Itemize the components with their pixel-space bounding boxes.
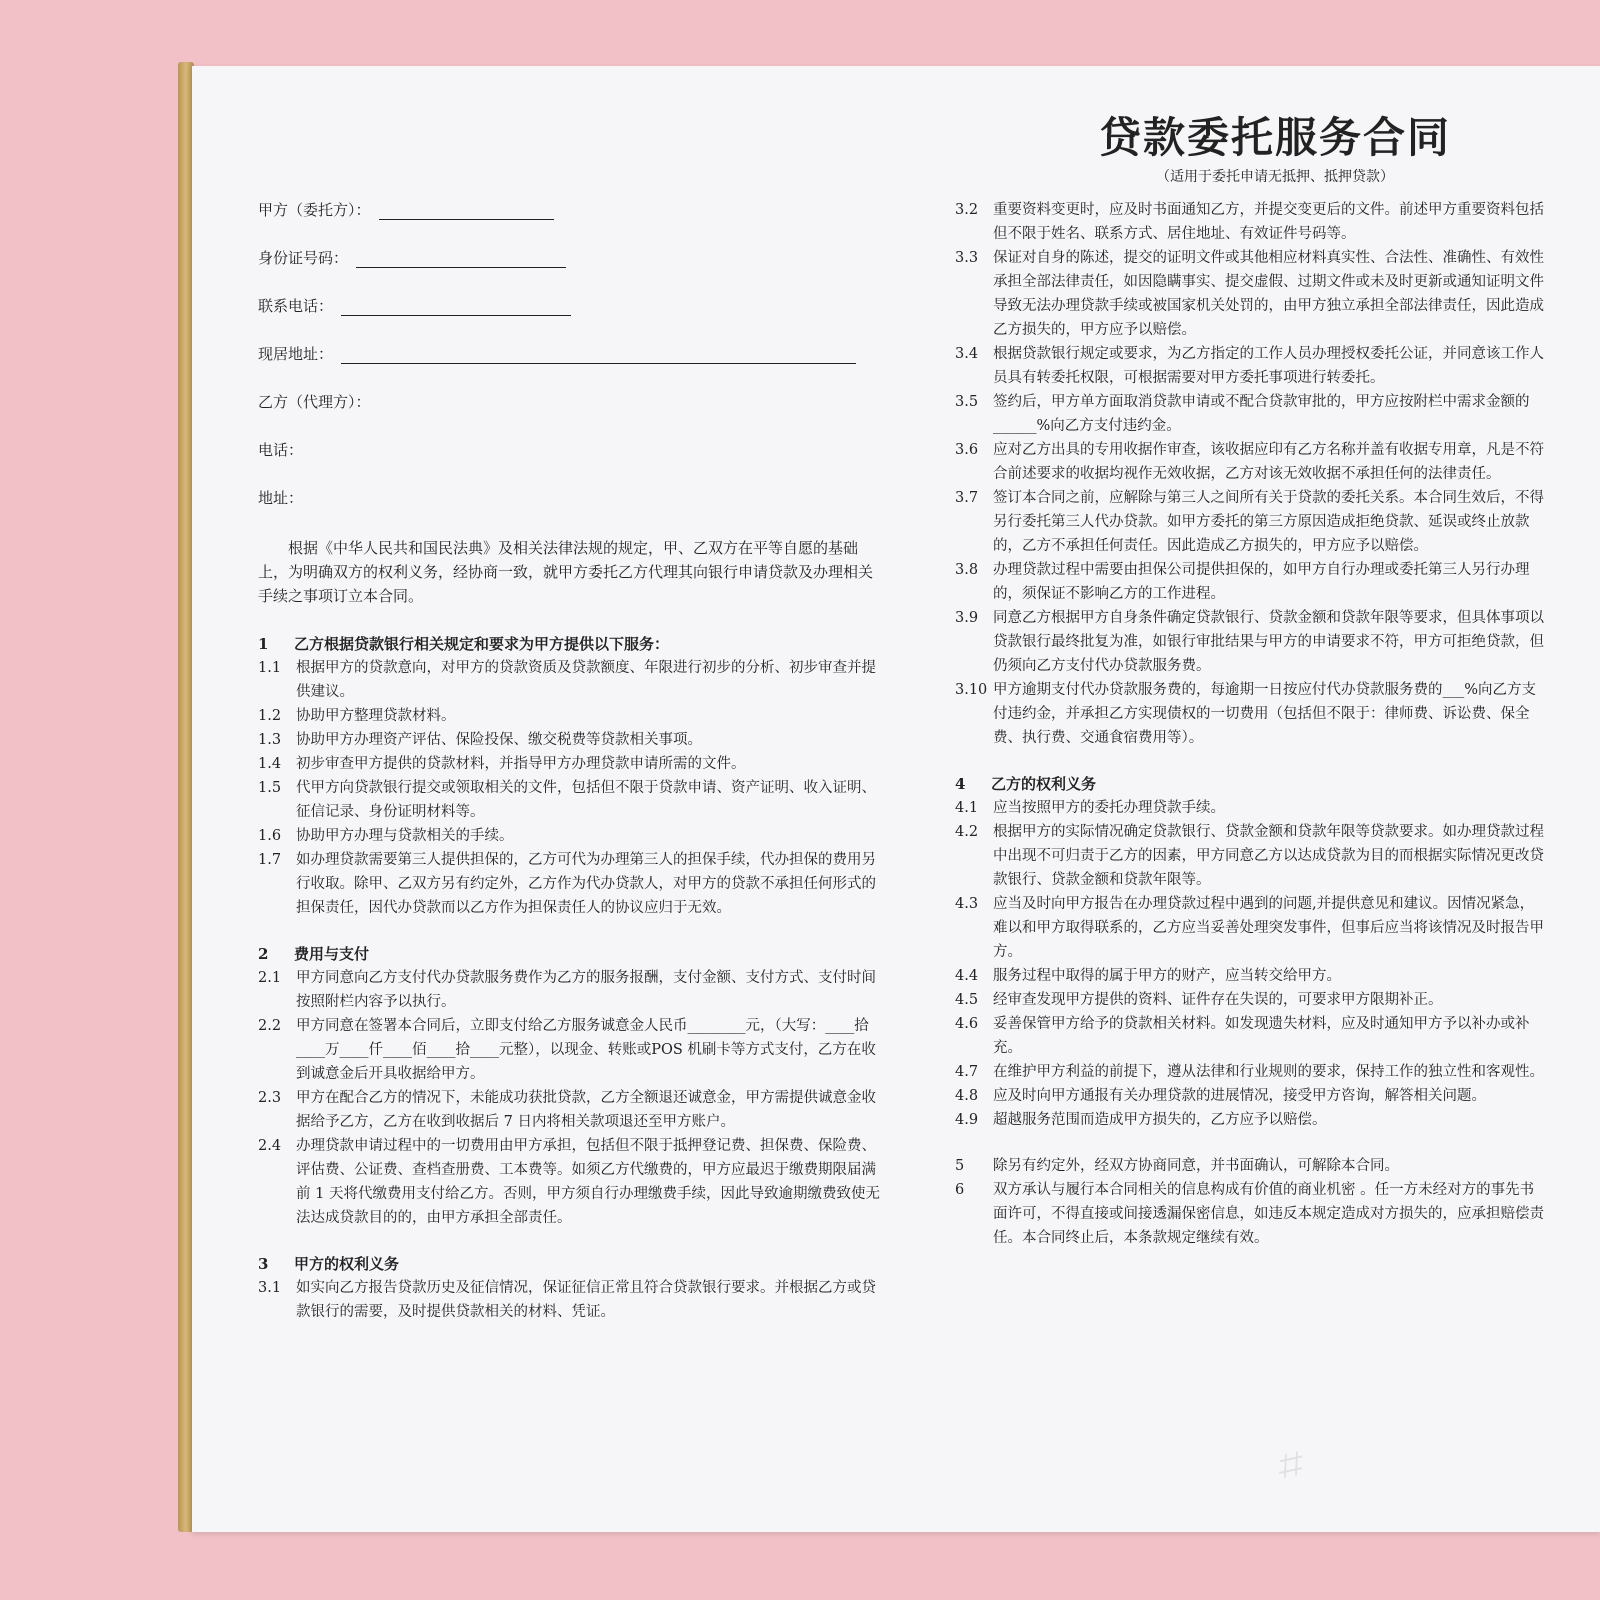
clause-number: 4.3 (955, 896, 979, 912)
address-field[interactable] (258, 344, 883, 364)
clause-number: 1.2 (258, 708, 282, 724)
section-number: 2 (258, 945, 269, 963)
clause-item (955, 198, 1545, 246)
clause-text: 甲方在配合乙方的情况下，未能成功获批贷款，乙方全额退还诚意金，甲方需提供诚意金收据给予乙方，乙方在收到收据后 7 日内将相关款项退还至甲方账户。 (296, 1090, 876, 1130)
clause-text: 应及时向甲方通报有关办理贷款的进展情况，接受甲方咨询，解答相关问题。 (993, 1088, 1486, 1104)
clause-item (258, 824, 883, 848)
clause-text: 妥善保管甲方给予的贷款相关材料。如发现遗失材料，应及时通知甲方予以补办或补充。 (993, 1016, 1530, 1056)
clause-number: 5 (955, 1158, 965, 1174)
clause-item (955, 246, 1545, 342)
clause-number: 2.2 (258, 1018, 282, 1034)
clause-text: 协助甲方办理资产评估、保险投保、缴交税费等贷款相关事项。 (296, 732, 702, 748)
clause-item (258, 704, 883, 728)
clause-number: 3.9 (955, 610, 979, 626)
clause-text: 签订本合同之前，应解除与第三人之间所有关于贷款的委托关系。本合同生效后，不得另行委托第三人代办贷款。如甲方委托的第三方原因造成拒绝贷款、延误或终止放款的，乙方不承担任何责任。因此造成乙方损失的，甲方应予以赔偿。 (993, 490, 1544, 554)
clause-number: 2.4 (258, 1138, 282, 1154)
clause-item (258, 1134, 883, 1230)
section-title: 乙方根据贷款银行相关规定和要求为甲方提供以下服务： (294, 635, 670, 653)
watermark-logo: ⌗ (1269, 1437, 1305, 1494)
clause-item (258, 966, 883, 1014)
document-subtitle: （适用于委托申请无抵押、抵押贷款） (1156, 169, 1394, 185)
clause-item (955, 1178, 1545, 1250)
clause-text: 同意乙方根据甲方自身条件确定贷款银行、贷款金额和贷款年限等要求，但具体事项以贷款银行最终批复为准，如银行审批结果与甲方的申请要求不符，甲方可拒绝贷款，但仍须向乙方支付代办贷款服务费。 (993, 610, 1544, 674)
left-column (258, 200, 883, 1346)
clause-text: 甲方同意向乙方支付代办贷款服务费作为乙方的服务报酬，支付金额、支付方式、支付时间按照附栏内容予以执行。 (296, 970, 876, 1010)
clause-item (955, 678, 1545, 750)
contract-section (955, 1154, 1545, 1250)
clause-item (955, 606, 1545, 678)
clause-text: 办理贷款申请过程中的一切费用由甲方承担，包括但不限于抵押登记费、担保费、保险费、评估费、公证费、查档查册费、工本费等。如须乙方代缴费的，甲方应最迟于缴费期限届满前 1 天将代缴费用支付给乙方。否则，甲方须自行办理缴费手续，因此导致逾期缴费致使无法达成贷款目的的，由甲方承担全部责任。 (296, 1138, 880, 1226)
section-title: 甲方的权利义务 (294, 1255, 400, 1273)
field-label: 甲方（委托方）： (258, 201, 371, 219)
contract-section (258, 632, 883, 920)
clause-item (955, 390, 1545, 438)
clause-text: 代甲方向贷款银行提交或领取相关的文件，包括但不限于贷款申请、资产证明、收入证明、征信记录、身份证明材料等。 (296, 780, 876, 820)
right-column (955, 110, 1545, 1272)
clause-text: 应当按照甲方的委托办理贷款手续。 (993, 800, 1225, 816)
clause-item (955, 988, 1545, 1012)
clause-text: 根据甲方的贷款意向，对甲方的贷款资质及贷款额度、年限进行初步的分析、初步审查并提供建议。 (296, 660, 876, 700)
field-label: 地址： (258, 489, 304, 507)
clause-number: 1.6 (258, 828, 282, 844)
clause-item (955, 796, 1545, 820)
clause-number: 3.6 (955, 442, 979, 458)
blank-line[interactable] (379, 205, 554, 220)
clause-number: 3.4 (955, 346, 979, 362)
clause-number: 2.1 (258, 970, 282, 986)
clause-item (955, 820, 1545, 892)
clause-number: 1.7 (258, 852, 282, 868)
clause-item (955, 486, 1545, 558)
clause-item (258, 776, 883, 824)
intro-paragraph: 根据《中华人民共和国民法典》及相关法律法规的规定，甲、乙双方在平等自愿的基础上，为明确双方的权利义务，经协商一致，就甲方委托乙方代理其向银行申请贷款及办理相关手续之事项订立本合同。 (258, 539, 874, 605)
document-title: 贷款委托服务合同 (1098, 113, 1451, 162)
clause-text: 保证对自身的陈述，提交的证明文件或其他相应材料真实性、合法性、准确性、有效性承担全部法律责任，如因隐瞒事实、提交虚假、过期文件或未及时更新或通知证明文件导致无法办理贷款手续或被国家机关处罚的，由甲方独立承担全部法律责任，因此造成乙方损失的，甲方应予以赔偿。 (993, 250, 1544, 338)
clause-item (258, 752, 883, 776)
clause-item (955, 892, 1545, 964)
section-heading (258, 632, 883, 656)
clause-number: 3.3 (955, 250, 979, 266)
clause-item (955, 1084, 1545, 1108)
clause-item (258, 1014, 883, 1086)
clause-number: 4.7 (955, 1064, 979, 1080)
blank-line[interactable] (356, 253, 566, 268)
clause-number: 3.2 (955, 202, 979, 218)
section-title: 费用与支付 (294, 945, 370, 963)
clause-item (955, 558, 1545, 606)
party-b-field (258, 392, 883, 412)
field-label: 联系电话： (258, 297, 334, 315)
clause-number: 1.4 (258, 756, 282, 772)
party-a-field[interactable] (258, 200, 883, 220)
clause-number: 3.8 (955, 562, 979, 578)
clause-text: 超越服务范围而造成甲方损失的，乙方应予以赔偿。 (993, 1112, 1327, 1128)
clause-text: 办理贷款过程中需要由担保公司提供担保的，如甲方自行办理或委托第三人另行办理的，须保证不影响乙方的工作进程。 (993, 562, 1530, 602)
clause-number: 3.1 (258, 1280, 282, 1296)
clause-number: 4.2 (955, 824, 979, 840)
clause-number: 4.1 (955, 800, 979, 816)
clause-text: 服务过程中取得的属于甲方的财产，应当转交给甲方。 (993, 968, 1341, 984)
party-b-address-field (258, 488, 883, 508)
blank-line[interactable] (341, 349, 856, 364)
clause-text: 根据甲方的实际情况确定贷款银行、贷款金额和贷款年限等贷款要求。如办理贷款过程中出现不可归责于乙方的因素，甲方同意乙方以达成贷款为目的而根据实际情况更改贷款银行、贷款金额和贷款年限等。 (993, 824, 1544, 888)
id-number-field[interactable] (258, 248, 883, 268)
clause-text: 除另有约定外，经双方协商同意，并书面确认，可解除本合同。 (993, 1158, 1399, 1174)
section-number: 1 (258, 635, 269, 653)
clause-text: 双方承认与履行本合同相关的信息构成有价值的商业机密 。任一方未经对方的事先书面许可，不得直接或间接透漏保密信息，如违反本规定造成对方损失的，应承担赔偿责任。本合同终止后，本条款规定继续有效。 (993, 1182, 1544, 1246)
clause-text: 应当及时向甲方报告在办理贷款过程中遇到的问题,并提供意见和建议。因情况紧急，难以和甲方取得联系的，乙方应当妥善处理突发事件，但事后应当将该情况及时报告甲方。 (993, 896, 1544, 960)
contract-section (955, 772, 1545, 1132)
clause-number: 3.7 (955, 490, 979, 506)
clause-text: 甲方同意在签署本合同后，立即支付给乙方服务诚意金人民币________元，（大写：____拾____万____仟____佰____拾____元整），以现金、转账或POS 机刷卡等方式支付，乙方在收到诚意金后开具收据给甲方。 (296, 1018, 876, 1082)
clause-text: 甲方逾期支付代办贷款服务费的，每逾期一日按应付代办贷款服务费的___%向乙方支付违约金，并承担乙方实现债权的一切费用（包括但不限于：律师费、诉讼费、保全费、执行费、交通食宿费用等）。 (993, 682, 1537, 746)
clause-text: 初步审查甲方提供的贷款材料，并指导甲方办理贷款申请所需的文件。 (296, 756, 746, 772)
section-heading (258, 942, 883, 966)
field-label: 乙方（代理方）： (258, 393, 371, 411)
section-title: 乙方的权利义务 (991, 775, 1097, 793)
field-label: 身份证号码： (258, 249, 349, 267)
blank-line[interactable] (341, 301, 571, 316)
clause-text: 应对乙方出具的专用收据作审查，该收据应印有乙方名称并盖有收据专用章，凡是不符合前述要求的收据均视作无效收据，乙方对该无效收据不承担任何的法律责任。 (993, 442, 1544, 482)
clause-item (258, 656, 883, 704)
clause-text: 经审查发现甲方提供的资料、证件存在失误的，可要求甲方限期补正。 (993, 992, 1443, 1008)
clause-text: 重要资料变更时，应及时书面通知乙方，并提交变更后的文件。前述甲方重要资料包括但不限于姓名、联系方式、居住地址、有效证件号码等。 (993, 202, 1544, 242)
clause-text: 签约后，甲方单方面取消贷款申请或不配合贷款审批的，甲方应按附栏中需求金额的______%向乙方支付违约金。 (993, 394, 1530, 434)
clause-item (258, 1086, 883, 1134)
right-sections (955, 198, 1545, 1250)
clause-number: 1.1 (258, 660, 282, 676)
clause-text: 根据贷款银行规定或要求，为乙方指定的工作人员办理授权委托公证，并同意该工作人员具有转委托权限，可根据需要对甲方委托事项进行转委托。 (993, 346, 1544, 386)
field-label: 电话： (258, 441, 304, 459)
clause-number: 2.3 (258, 1090, 282, 1106)
clause-number: 4.9 (955, 1112, 979, 1128)
contract-section (258, 942, 883, 1230)
clause-item (955, 342, 1545, 390)
section-number: 4 (955, 775, 966, 793)
clause-number: 4.6 (955, 1016, 979, 1032)
clause-text: 如办理贷款需要第三人提供担保的，乙方可代为办理第三人的担保手续，代办担保的费用另行收取。除甲、乙双方另有约定外，乙方作为代办贷款人，对甲方的贷款不承担任何形式的担保责任，因代办贷款而以乙方作为担保责任人的协议应归于无效。 (296, 852, 876, 916)
field-label: 现居地址： (258, 345, 334, 363)
clause-item (955, 1060, 1545, 1084)
clause-item (955, 438, 1545, 486)
clause-item (258, 848, 883, 920)
section-number: 3 (258, 1255, 269, 1273)
clause-number: 3.10 (955, 682, 988, 698)
section-heading (258, 1252, 883, 1276)
clause-text: 在维护甲方利益的前提下，遵从法律和行业规则的要求，保持工作的独立性和客观性。 (993, 1064, 1544, 1080)
clause-number: 1.5 (258, 780, 282, 796)
clause-text: 协助甲方办理与贷款相关的手续。 (296, 828, 514, 844)
clause-item (258, 728, 883, 752)
clause-item (955, 964, 1545, 988)
phone-field[interactable] (258, 296, 883, 316)
clause-number: 3.5 (955, 394, 979, 410)
contract-section (955, 198, 1545, 750)
clause-number: 6 (955, 1182, 965, 1198)
clause-number: 4.4 (955, 968, 979, 984)
left-sections (258, 632, 883, 1324)
clause-text: 协助甲方整理贷款材料。 (296, 708, 456, 724)
party-b-phone-field (258, 440, 883, 460)
clause-item (955, 1012, 1545, 1060)
clause-item (955, 1108, 1545, 1132)
clause-item (258, 1276, 883, 1324)
section-heading (955, 772, 1545, 796)
clause-number: 4.8 (955, 1088, 979, 1104)
contract-section (258, 1252, 883, 1324)
clause-text: 如实向乙方报告贷款历史及征信情况，保证征信正常且符合贷款银行要求。并根据乙方或贷款银行的需要，及时提供贷款相关的材料、凭证。 (296, 1280, 876, 1320)
clause-number: 4.5 (955, 992, 979, 1008)
clause-item (955, 1154, 1545, 1178)
clause-number: 1.3 (258, 732, 282, 748)
